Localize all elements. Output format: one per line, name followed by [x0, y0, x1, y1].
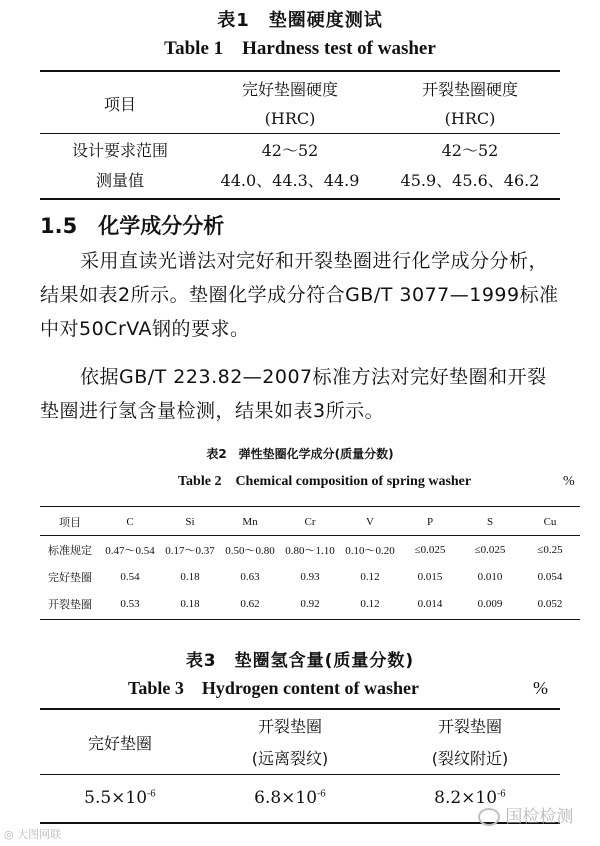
table2-header-v: V	[366, 515, 374, 528]
table1-bottom-rule	[40, 198, 560, 200]
table2	[40, 508, 580, 617]
table1-row-label: 设计要求范围	[71, 140, 168, 160]
table2-bottom-rule	[40, 619, 580, 620]
table2-header-item: 项目	[59, 515, 81, 529]
table2-cell: 0.93	[300, 570, 320, 583]
table2-header-row	[40, 508, 580, 536]
table2-cell: 0.17～0.37	[165, 544, 215, 557]
table3-value-far: 6.8×10	[254, 788, 318, 808]
table2-cell: ≤0.25	[537, 543, 563, 556]
table1-top-rule	[40, 70, 560, 72]
table1-header-intact-unit: (HRC)	[264, 108, 316, 128]
table1-header-row	[40, 73, 560, 103]
table2-caption-en: Table 2 Chemical composition of spring washer	[178, 474, 472, 489]
table2-cell: 0.12	[360, 597, 380, 610]
table2-cell: 0.12	[360, 570, 380, 583]
table-row	[40, 134, 560, 165]
table3-cell-far	[200, 775, 380, 822]
table3-value-intact: 5.5×10	[84, 788, 148, 808]
table1-caption-cn: 表1 垫圈硬度测试	[217, 10, 383, 31]
table-row	[40, 590, 580, 617]
table3-unit: %	[533, 678, 548, 698]
table2-top-rule	[40, 506, 580, 507]
table2-header-s: S	[486, 515, 494, 528]
table-row	[40, 536, 580, 564]
table2-cell: 0.54	[120, 570, 140, 583]
table2-caption-cn: 表2 弹性垫圈化学成分(质量分数)	[206, 447, 394, 461]
table2-row-label: 开裂垫圈	[48, 597, 92, 611]
table3-header-cracked-far: 开裂垫圈	[257, 716, 322, 736]
table2-header-mn: Mn	[242, 515, 258, 528]
table2-cell: 0.009	[477, 597, 503, 610]
table3-caption-cn: 表3 垫圈氢含量(质量分数)	[185, 651, 415, 671]
table2-header-c: C	[126, 515, 134, 528]
table3-header-row	[40, 710, 560, 740]
table2-header-si: Si	[185, 515, 195, 528]
table1-cell: 45.9、45.6、46.2	[400, 170, 540, 190]
table2-cell: 0.10～0.20	[345, 544, 395, 557]
table2-cell: 0.80～1.10	[285, 544, 335, 557]
table1-header-item: 项目	[103, 94, 136, 114]
table3-header-intact: 完好垫圈	[87, 733, 152, 753]
table2-cell: 0.62	[240, 597, 260, 610]
table2-cell: 0.50～0.80	[225, 544, 275, 557]
table2-header-cu: Cu	[543, 515, 557, 528]
table1-cell: 42～52	[261, 140, 319, 160]
table1-caption-en: Table 1 Hardness test of washer	[164, 38, 436, 59]
table2-cell: 0.63	[240, 570, 260, 583]
table3-header-far-note: (远离裂纹)	[251, 748, 329, 768]
table2-row-label: 标准规定	[48, 543, 92, 557]
paragraph-hydrogen-test: 依据GB/T 223.82—2007标准方法对完好垫圈和开裂垫圈进行氢含量检测，结果如表3所示。	[40, 366, 547, 422]
watermark-left-text: 大图网联	[17, 828, 62, 841]
table2-cell: 0.92	[300, 597, 320, 610]
table2-cell: 0.47～0.54	[105, 544, 155, 557]
table2-cell: 0.18	[180, 570, 200, 583]
table3-cell-intact	[40, 775, 200, 822]
table3-value-near: 8.2×10	[434, 788, 498, 808]
table2-cell: 0.014	[417, 597, 443, 610]
table3-exponent: -6	[317, 789, 326, 800]
table2-cell: 0.015	[417, 570, 443, 583]
paragraph-chemical-analysis: 采用直读光谱法对完好和开裂垫圈进行化学成分分析，结果如表2所示。垫圈化学成分符合GB/T 3077—1999标准中对50CrVA钢的要求。	[40, 250, 559, 340]
table2-header-p: P	[426, 515, 434, 528]
weibo-logo-icon: ◎	[4, 828, 14, 841]
table1-header-cracked-unit: (HRC)	[444, 108, 496, 128]
table2-cell: ≤0.025	[414, 543, 446, 556]
table1-cell: 44.0、44.3、44.9	[220, 170, 360, 190]
section-heading: 1.5 化学成分分析	[40, 214, 225, 238]
table1-row-label: 测量值	[95, 170, 144, 190]
table3-header-cracked-near: 开裂垫圈	[437, 716, 502, 736]
table2-cell: 0.054	[537, 570, 563, 583]
table3-exponent: -6	[147, 789, 156, 800]
table3-header-near-note: (裂纹附近)	[431, 748, 509, 768]
table-row	[40, 563, 580, 590]
watermark-right	[478, 802, 573, 827]
wechat-logo-icon	[478, 808, 500, 826]
table2-row-label: 完好垫圈	[48, 570, 92, 584]
table2-cell: 0.53	[120, 597, 140, 610]
table2-cell: 0.010	[477, 570, 503, 583]
table2-cell: ≤0.025	[474, 543, 506, 556]
table2-cell: 0.052	[537, 597, 563, 610]
table3-caption-en: Table 3 Hydrogen content of washer	[128, 678, 420, 698]
watermark-left	[4, 826, 61, 842]
table1-cell: 42～52	[441, 140, 499, 160]
table1	[40, 73, 560, 194]
table-row	[40, 164, 560, 194]
table3-exponent: -6	[497, 789, 506, 800]
watermark-right-text: 国检检测	[505, 807, 574, 827]
table1-header-cracked: 开裂垫圈硬度	[421, 79, 518, 99]
table1-header-intact: 完好垫圈硬度	[241, 79, 338, 99]
table2-unit: %	[563, 474, 575, 489]
table2-cell: 0.18	[180, 597, 200, 610]
table2-header-cr: Cr	[304, 515, 316, 528]
